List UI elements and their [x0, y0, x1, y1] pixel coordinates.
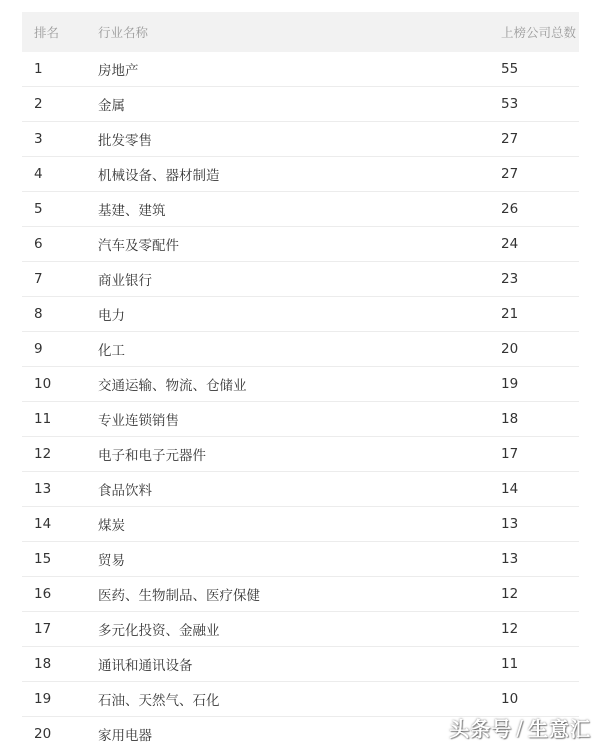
row-rank: 13 — [34, 481, 52, 497]
row-count: 14 — [501, 481, 519, 497]
row-rank: 8 — [34, 306, 43, 322]
row-rank: 18 — [34, 656, 52, 672]
table-row — [22, 542, 579, 577]
row-count: 55 — [501, 61, 519, 77]
table-row — [22, 437, 579, 472]
row-rank: 10 — [34, 376, 52, 392]
row-rank: 15 — [34, 551, 52, 567]
row-industry: 批发零售 — [98, 133, 152, 149]
row-count: 19 — [501, 376, 519, 392]
row-industry: 化工 — [98, 343, 125, 359]
row-industry: 煤炭 — [98, 518, 125, 534]
row-count: 17 — [501, 446, 519, 462]
row-industry: 房地产 — [98, 63, 139, 79]
row-industry: 金属 — [98, 98, 125, 114]
row-count: 12 — [501, 621, 519, 637]
row-count: 11 — [501, 656, 519, 672]
header-industry: 行业名称 — [98, 25, 149, 40]
row-industry: 交通运输、物流、仓储业 — [98, 378, 247, 394]
row-rank: 11 — [34, 411, 52, 427]
row-industry: 医药、生物制品、医疗保健 — [98, 588, 260, 604]
row-industry: 商业银行 — [98, 273, 152, 289]
row-rank: 14 — [34, 516, 52, 532]
row-rank: 19 — [34, 691, 52, 707]
row-industry: 家用电器 — [98, 728, 152, 744]
row-industry: 汽车及零配件 — [98, 238, 179, 254]
table-row — [22, 577, 579, 612]
row-count: 27 — [501, 131, 519, 147]
industry-ranking-table — [22, 12, 579, 750]
row-count: 26 — [501, 201, 519, 217]
watermark-author: 生意汇 — [528, 717, 591, 741]
row-count: 18 — [501, 411, 519, 427]
table-row — [22, 52, 579, 87]
row-count: 13 — [501, 516, 519, 532]
row-industry: 电力 — [98, 308, 125, 324]
row-rank: 9 — [34, 341, 43, 357]
row-industry: 食品饮料 — [98, 483, 152, 499]
row-rank: 3 — [34, 131, 43, 147]
row-rank: 5 — [34, 201, 43, 217]
row-rank: 6 — [34, 236, 43, 252]
row-count: 10 — [501, 691, 519, 707]
row-count: 20 — [501, 341, 519, 357]
table-header — [22, 12, 579, 52]
table-row — [22, 122, 579, 157]
row-rank: 7 — [34, 271, 43, 287]
table-row — [22, 332, 579, 367]
table-row — [22, 367, 579, 402]
row-industry: 通讯和通讯设备 — [98, 658, 193, 674]
header-count: 上榜公司总数 — [501, 25, 577, 40]
row-rank: 17 — [34, 621, 52, 637]
row-count: 12 — [501, 586, 519, 602]
table-row — [22, 192, 579, 227]
row-rank: 12 — [34, 446, 52, 462]
watermark-platform: 头条号 — [449, 717, 513, 741]
row-count: 21 — [501, 306, 519, 322]
row-industry: 基建、建筑 — [98, 203, 166, 219]
header-rank: 排名 — [34, 25, 60, 40]
row-count: 53 — [501, 96, 519, 112]
watermark — [449, 713, 591, 742]
row-rank: 1 — [34, 61, 43, 77]
row-rank: 4 — [34, 166, 43, 182]
table-row — [22, 262, 579, 297]
row-rank: 16 — [34, 586, 52, 602]
row-count: 27 — [501, 166, 519, 182]
row-industry: 机械设备、器材制造 — [98, 168, 220, 184]
row-count: 13 — [501, 551, 519, 567]
table-row — [22, 297, 579, 332]
table-row — [22, 507, 579, 542]
row-industry: 专业连锁销售 — [98, 413, 179, 429]
row-industry: 贸易 — [98, 553, 125, 569]
row-count: 23 — [501, 271, 519, 287]
row-industry: 多元化投资、金融业 — [98, 623, 220, 639]
table-row — [22, 612, 579, 647]
row-industry: 电子和电子元器件 — [98, 448, 206, 464]
row-count: 24 — [501, 236, 519, 252]
watermark-slash: / — [516, 715, 524, 740]
table-row — [22, 472, 579, 507]
table-row — [22, 647, 579, 682]
table-body — [22, 52, 579, 750]
table-row — [22, 682, 579, 717]
row-rank: 20 — [34, 726, 52, 742]
table-row — [22, 402, 579, 437]
row-rank: 2 — [34, 96, 43, 112]
table-row — [22, 157, 579, 192]
table-row — [22, 87, 579, 122]
row-industry: 石油、天然气、石化 — [98, 693, 220, 709]
table-row — [22, 227, 579, 262]
